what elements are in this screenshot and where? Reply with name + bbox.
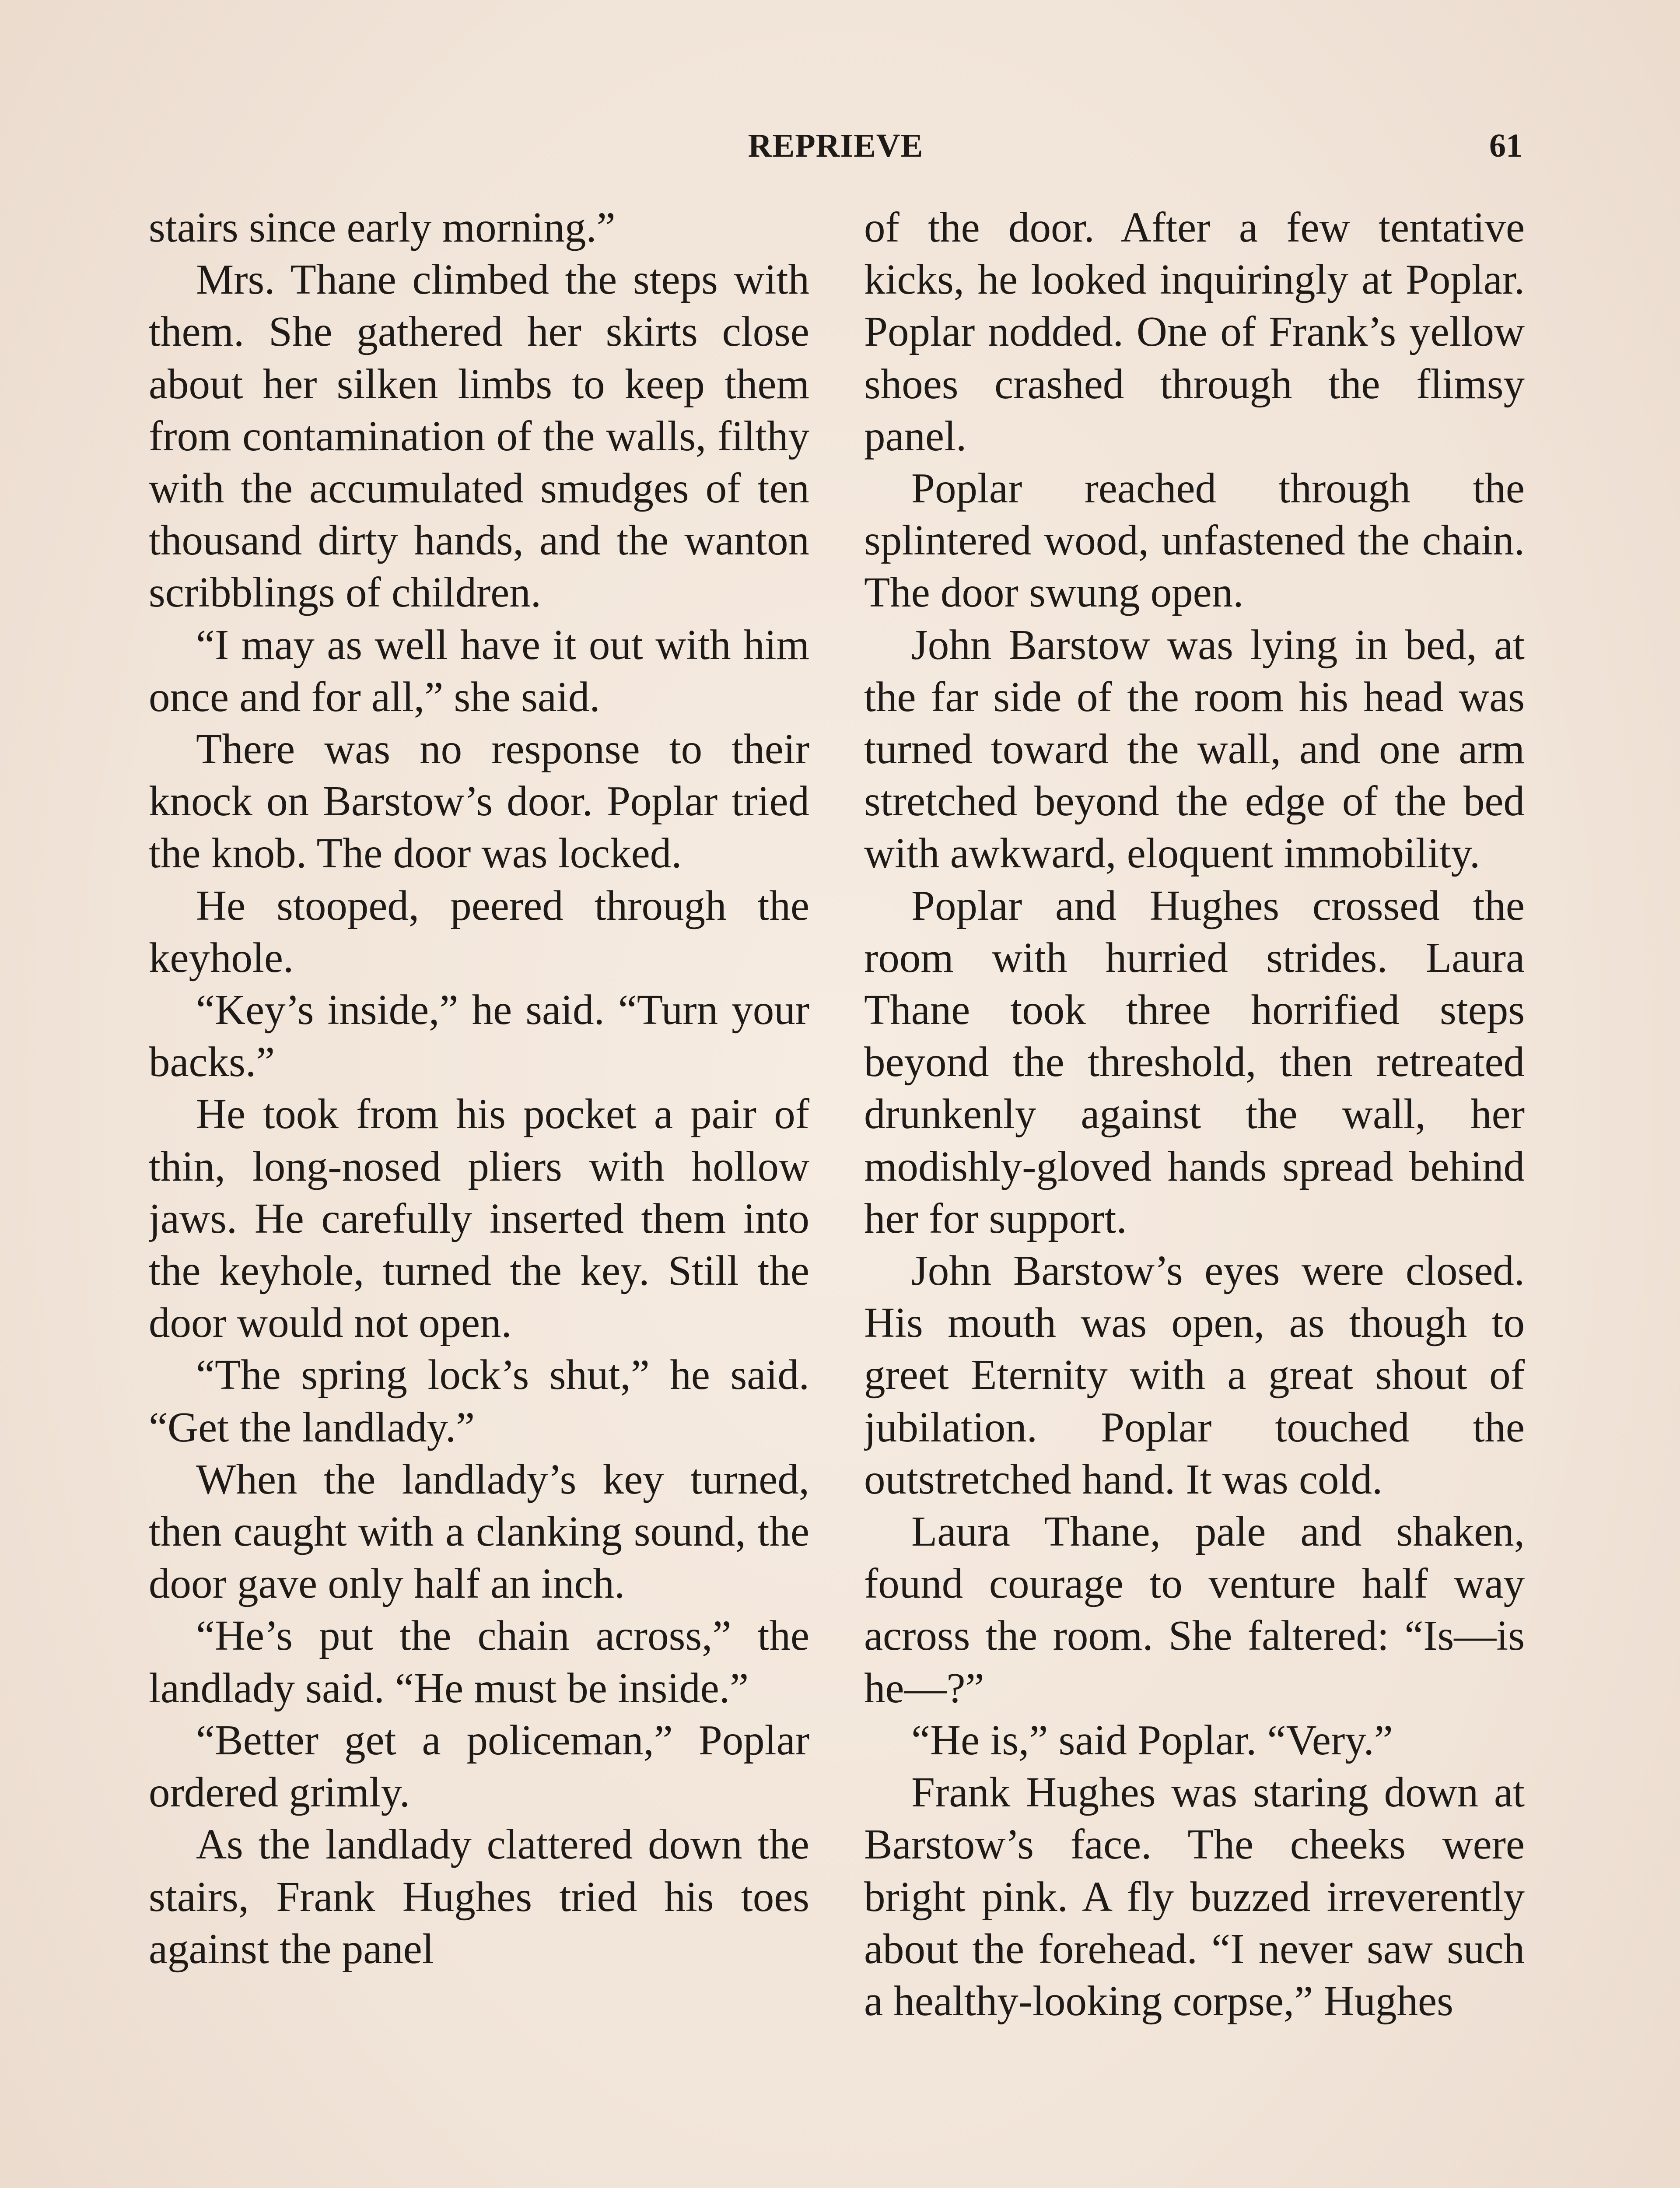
paragraph: Frank Hughes was staring down at Barstow’s face. The cheeks were bright pink. A fly buzzed irreverently about the forehead. “I never saw such a healthy-looking corpse,” Hughes [864,1769,1525,2024]
paragraph: “The spring lock’s shut,” he said. “Get the landlady.” [149,1351,809,1451]
left-column [149,201,809,2188]
paragraph: When the landlady’s key turned, then caught with a clanking sound, the door gave only half an inch. [149,1455,809,1607]
paragraph: Poplar and Hughes crossed the room with hurried strides. Laura Thane took three horrified steps beyond the threshold, then retreated drunkenly against the wall, her modishly-gloved hands spread behind her for support. [864,882,1525,1242]
right-column [864,201,1525,2188]
paragraph: “I may as well have it out with him once and for all,” she said. [149,621,809,720]
paragraph: Laura Thane, pale and shaken, found courage to venture half way across the room. She faltered: “Is—is he—?” [864,1508,1525,1711]
page-number: 61 [1489,127,1522,164]
paragraph: As the landlady clattered down the stairs, Frank Hughes tried his toes against the panel [149,1821,809,1972]
paragraph: “Key’s inside,” he said. “Turn your backs.” [149,986,809,1086]
paragraph: Mrs. Thane climbed the steps with them. She gathered her skirts close about her silken limbs to keep them from contamination of the walls, filthy with the accumulated smudges of ten thousand dirty hands, and the wanton scribblings of children. [149,256,809,616]
paragraph: stairs since early morning.” [149,204,616,251]
page-title: REPRIEVE [748,127,924,164]
running-head [149,127,1522,175]
paragraph: of the door. After a few tentative kicks, he looked inquiringly at Poplar. Poplar nodded. One of Frank’s yellow shoes crashed through the flimsy panel. [864,204,1525,459]
paragraph: “He is,” said Poplar. “Very.” [911,1716,1393,1764]
paragraph: John Barstow was lying in bed, at the far side of the room his head was turned toward the wall, and one arm stretched beyond the edge of the bed with awkward, eloquent immobility. [864,621,1525,877]
paragraph: There was no response to their knock on Barstow’s door. Poplar tried the knob. The door was locked. [149,726,809,877]
paragraph: He took from his pocket a pair of thin, long-nosed pliers with hollow jaws. He carefully inserted them into the keyhole, turned the key. Still the door would not open. [149,1090,809,1346]
paragraph: John Barstow’s eyes were closed. His mouth was open, as though to greet Eternity with a great shout of jubilation. Poplar touched the outstretched hand. It was cold. [864,1247,1525,1503]
paragraph: “He’s put the chain across,” the landlady said. “He must be inside.” [149,1612,809,1711]
paragraph: Poplar reached through the splintered wood, unfastened the chain. The door swung open. [864,465,1525,616]
paragraph: “Better get a policeman,” Poplar ordered grimly. [149,1716,809,1816]
paragraph: He stooped, peered through the keyhole. [149,882,809,981]
